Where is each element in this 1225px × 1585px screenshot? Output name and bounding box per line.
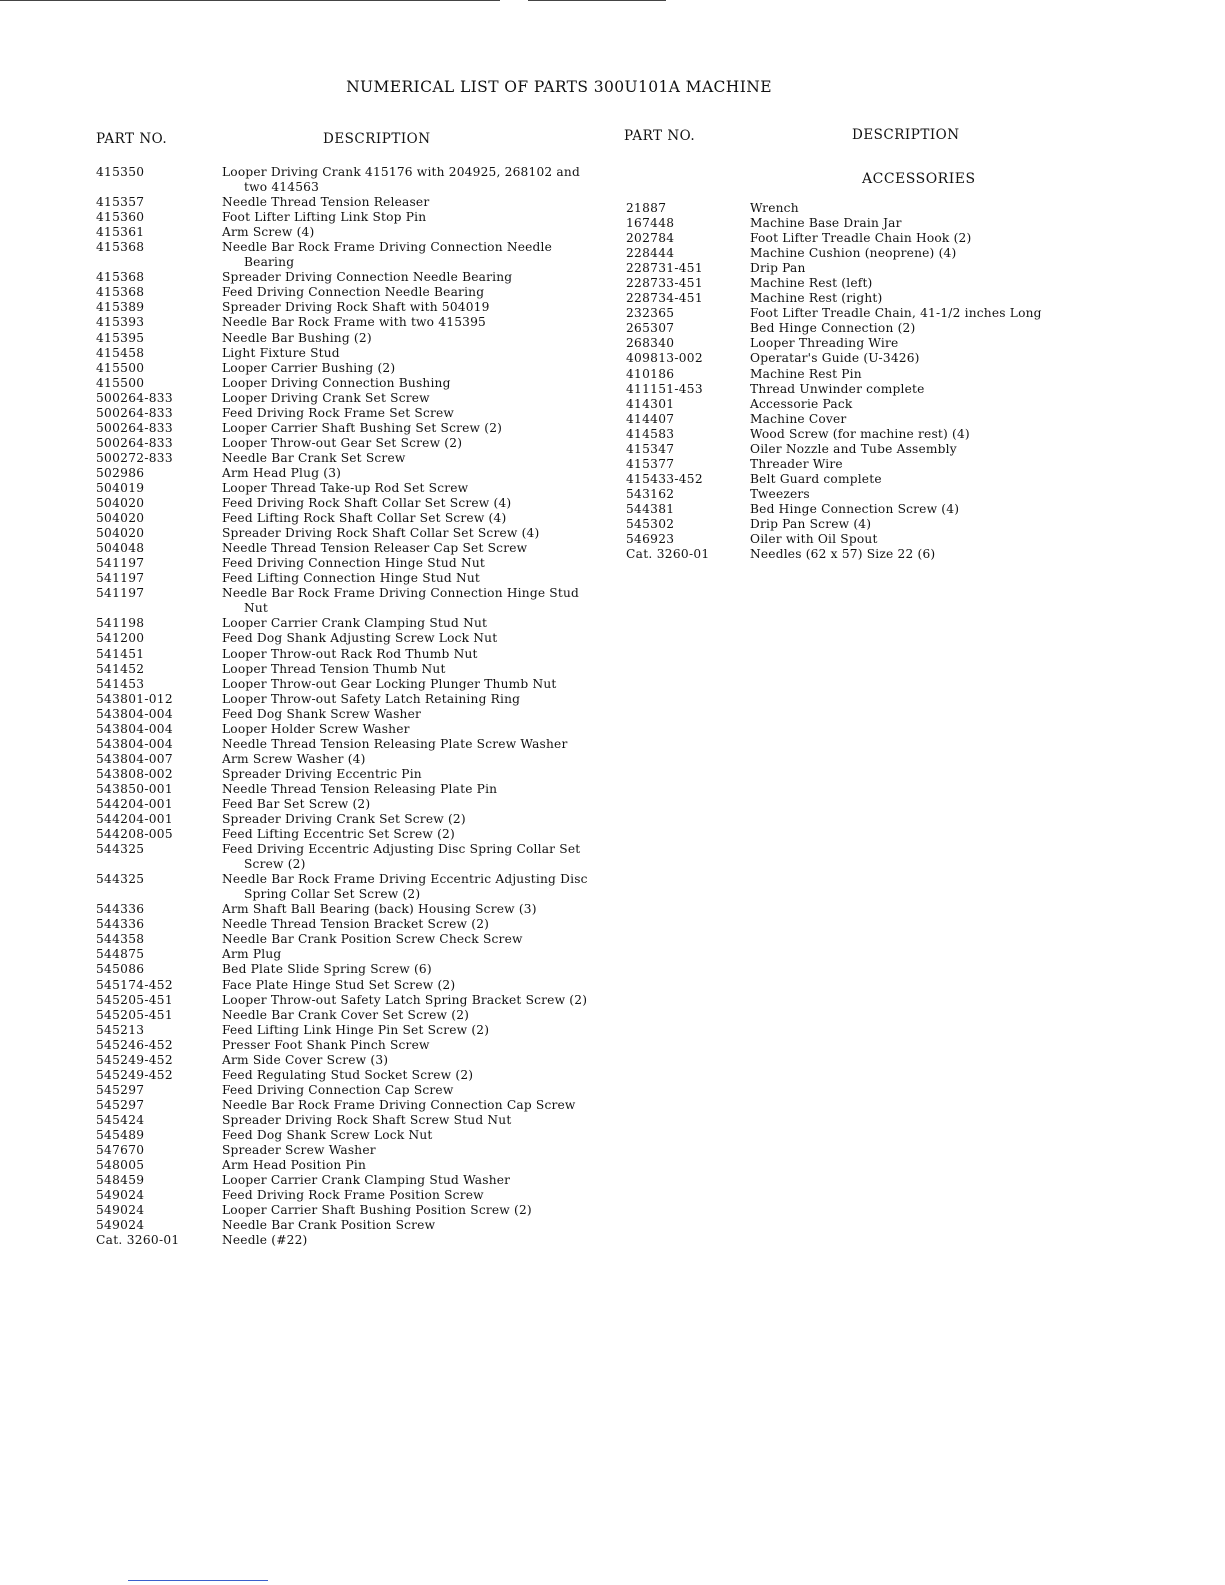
part-description: Feed Bar Set Screw (2) (222, 796, 371, 811)
part-description: Needle Thread Tension Releaser (222, 195, 430, 210)
part-number: 415500 (96, 360, 145, 375)
part-number: Cat. 3260-01 (96, 1233, 180, 1248)
part-number: 541198 (96, 616, 145, 631)
part-row (96, 722, 596, 737)
part-description: Belt Guard complete (750, 471, 882, 486)
part-number: 415360 (96, 210, 145, 225)
part-description: Looper Throw-out Gear Locking Plunger Thumb Nut (222, 676, 557, 691)
part-row (96, 526, 596, 541)
part-description: Feed Dog Shank Screw Washer (222, 706, 422, 721)
part-number: 415350 (96, 165, 145, 179)
part-number: 544204-001 (96, 796, 173, 811)
part-row (96, 1053, 596, 1068)
part-description: Bed Plate Slide Spring Screw (6) (222, 962, 432, 977)
part-description: Foot Lifter Lifting Link Stop Pin (222, 210, 427, 225)
accessory-row (626, 291, 1076, 306)
part-description: Spreader Driving Crank Set Screw (2) (222, 812, 466, 827)
part-description: Face Plate Hinge Stud Set Screw (2) (222, 977, 456, 992)
part-description: Arm Plug (222, 947, 282, 962)
part-row (96, 978, 596, 993)
part-description: Machine Cover (750, 411, 847, 426)
part-description: Looper Carrier Crank Clamping Stud Nut (222, 616, 488, 631)
part-description: Looper Throw-out Safety Latch Retaining Ring (222, 691, 521, 706)
part-row (96, 361, 596, 376)
part-row (96, 1173, 596, 1188)
part-description: Spreader Driving Connection Needle Bearing (222, 270, 513, 285)
accessory-row (626, 457, 1076, 472)
part-description: Spreader Driving Rock Shaft Collar Set Screw (4) (222, 526, 540, 541)
part-row (96, 737, 596, 752)
part-description: Looper Threading Wire (750, 336, 899, 351)
part-number: 415500 (96, 375, 145, 390)
accessory-row (626, 427, 1076, 442)
part-description: Machine Rest Pin (750, 366, 862, 381)
part-number: 228731-451 (626, 261, 703, 276)
right-partno-header: PART NO. (624, 128, 696, 144)
part-description: Wrench (750, 201, 799, 215)
part-number: 545213 (96, 1022, 145, 1037)
part-description: Needle Bar Rock Frame Driving Connection Cap Screw (222, 1097, 576, 1112)
part-description: Threader Wire (750, 456, 843, 471)
part-row (96, 842, 596, 872)
part-description: Needle Bar Crank Position Screw Check Screw (222, 932, 523, 947)
part-number: 543804-004 (96, 736, 173, 751)
part-number: 409813-002 (626, 351, 703, 366)
part-row (96, 571, 596, 586)
part-row (96, 1113, 596, 1128)
part-description: Needle Bar Rock Frame Driving Connection Hinge Stud Nut (222, 586, 580, 616)
part-row (96, 932, 596, 947)
part-row (96, 707, 596, 722)
part-row (96, 541, 596, 556)
part-row (96, 1233, 596, 1248)
part-description: Machine Cushion (neoprene) (4) (750, 246, 957, 261)
part-row (96, 331, 596, 346)
part-number: 543804-007 (96, 751, 173, 766)
part-row (96, 616, 596, 631)
part-description: Needle Bar Rock Frame Driving Eccentric Adjusting Disc Spring Collar Set Screw (2) (222, 872, 588, 902)
part-row (96, 240, 596, 270)
part-description: Feed Lifting Rock Shaft Collar Set Screw (4) (222, 511, 507, 526)
part-row (96, 1188, 596, 1203)
accessory-row (626, 321, 1076, 336)
part-description: Arm Head Position Pin (222, 1158, 367, 1173)
part-number: 544325 (96, 842, 145, 857)
part-number: 500264-833 (96, 420, 173, 435)
part-description: Arm Side Cover Screw (3) (222, 1052, 389, 1067)
accessory-row (626, 382, 1076, 397)
part-description: Foot Lifter Treadle Chain, 41-1/2 inches Long (750, 306, 1042, 321)
part-number: 504020 (96, 511, 145, 526)
part-number: 544208-005 (96, 827, 173, 842)
part-description: Arm Screw Washer (4) (222, 751, 366, 766)
part-description: Bed Hinge Connection Screw (4) (750, 501, 960, 516)
part-number: 544336 (96, 917, 145, 932)
part-row (96, 270, 596, 285)
accessory-row (626, 472, 1076, 487)
accessory-row (626, 397, 1076, 412)
part-row (96, 556, 596, 571)
part-description: Light Fixture Stud (222, 345, 340, 360)
part-row (96, 1143, 596, 1158)
part-description: Arm Head Plug (3) (222, 465, 342, 480)
part-description: Looper Carrier Shaft Bushing Set Screw (2) (222, 420, 503, 435)
part-row (96, 692, 596, 707)
part-description: Needle (#22) (222, 1233, 308, 1248)
part-description: Spreader Driving Rock Shaft Screw Stud Nut (222, 1112, 512, 1127)
part-number: 545302 (626, 516, 675, 531)
part-number: 415389 (96, 300, 145, 315)
accessory-row (626, 336, 1076, 351)
part-row (96, 210, 596, 225)
part-row (96, 1098, 596, 1113)
accessory-row (626, 246, 1076, 261)
part-description: Needle Bar Crank Cover Set Screw (2) (222, 1007, 470, 1022)
accessory-row (626, 547, 1076, 562)
part-number: 541197 (96, 586, 145, 601)
part-description: Spreader Driving Rock Shaft with 504019 (222, 300, 490, 315)
part-number: 500264-833 (96, 435, 173, 450)
part-number: Cat. 3260-01 (626, 547, 710, 562)
part-number: 544381 (626, 501, 675, 516)
part-number: 541451 (96, 646, 145, 661)
accessory-row (626, 276, 1076, 291)
part-number: 545297 (96, 1097, 145, 1112)
part-row (96, 752, 596, 767)
part-description: Oiler with Oil Spout (750, 532, 878, 547)
part-row (96, 315, 596, 330)
part-description: Feed Driving Rock Frame Set Screw (222, 405, 455, 420)
part-row (96, 346, 596, 361)
part-row (96, 782, 596, 797)
part-number: 232365 (626, 306, 675, 321)
part-description: Looper Driving Connection Bushing (222, 375, 451, 390)
part-number: 415368 (96, 285, 145, 300)
part-description: Needle Thread Tension Bracket Screw (2) (222, 917, 490, 932)
part-description: Tweezers (750, 486, 810, 501)
part-row (96, 1083, 596, 1098)
part-description: Needle Bar Bushing (2) (222, 330, 372, 345)
part-row (96, 511, 596, 526)
part-description: Needle Bar Rock Frame with two 415395 (222, 315, 487, 330)
part-description: Foot Lifter Treadle Chain Hook (2) (750, 231, 972, 246)
part-number: 504019 (96, 480, 145, 495)
part-row (96, 451, 596, 466)
right-description-header: DESCRIPTION (852, 127, 960, 143)
part-number: 411151-453 (626, 381, 703, 396)
part-description: Arm Screw (4) (222, 225, 315, 240)
part-number: 541197 (96, 571, 145, 586)
part-row (96, 165, 596, 195)
part-description: Drip Pan (750, 261, 806, 276)
left-partno-header: PART NO. (96, 131, 168, 147)
part-number: 228444 (626, 246, 675, 261)
part-description: Feed Lifting Link Hinge Pin Set Screw (2) (222, 1022, 490, 1037)
part-description: Needles (62 x 57) Size 22 (6) (750, 547, 936, 562)
part-description: Looper Throw-out Safety Latch Spring Bracket Screw (2) (222, 992, 588, 1007)
part-description: Looper Carrier Crank Clamping Stud Washer (222, 1173, 511, 1188)
part-number: 543804-004 (96, 721, 173, 736)
scan-edge-line (528, 0, 666, 1)
part-description: Looper Thread Tension Thumb Nut (222, 661, 446, 676)
page-title: NUMERICAL LIST OF PARTS 300U101A MACHINE (346, 78, 772, 96)
part-row (96, 902, 596, 917)
part-description: Needle Thread Tension Releasing Plate Screw Washer (222, 736, 568, 751)
part-number: 548005 (96, 1158, 145, 1173)
part-description: Needle Bar Crank Position Screw (222, 1218, 436, 1233)
part-description: Wood Screw (for machine rest) (4) (750, 426, 970, 441)
part-number: 415377 (626, 456, 675, 471)
part-number: 547670 (96, 1143, 145, 1158)
accessory-row (626, 351, 1076, 366)
accessories-heading: ACCESSORIES (862, 171, 976, 187)
part-number: 544358 (96, 932, 145, 947)
accessory-row (626, 201, 1076, 216)
part-number: 415458 (96, 345, 145, 360)
part-row (96, 662, 596, 677)
part-row (96, 481, 596, 496)
part-number: 410186 (626, 366, 675, 381)
part-description: Presser Foot Shank Pinch Screw (222, 1037, 430, 1052)
part-number: 504020 (96, 496, 145, 511)
part-row (96, 421, 596, 436)
accessory-row (626, 517, 1076, 532)
part-description: Needle Thread Tension Releasing Plate Pin (222, 781, 498, 796)
accessory-row (626, 261, 1076, 276)
part-row (96, 285, 596, 300)
part-number: 549024 (96, 1218, 145, 1233)
part-description: Spreader Driving Eccentric Pin (222, 766, 422, 781)
part-row (96, 225, 596, 240)
part-number: 543804-004 (96, 706, 173, 721)
part-number: 502986 (96, 465, 145, 480)
part-number: 415361 (96, 225, 145, 240)
part-description: Looper Throw-out Rack Rod Thumb Nut (222, 646, 478, 661)
part-row (96, 827, 596, 842)
part-number: 504020 (96, 526, 145, 541)
part-number: 541452 (96, 661, 145, 676)
accessory-row (626, 442, 1076, 457)
part-number: 543162 (626, 486, 675, 501)
part-number: 544204-001 (96, 812, 173, 827)
part-row (96, 872, 596, 902)
part-description: Operatar's Guide (U-3426) (750, 351, 920, 366)
part-description: Accessorie Pack (750, 396, 853, 411)
part-row (96, 496, 596, 511)
part-number: 541200 (96, 631, 145, 646)
part-row (96, 993, 596, 1008)
part-row (96, 767, 596, 782)
part-row (96, 647, 596, 662)
part-number: 545174-452 (96, 977, 173, 992)
part-number: 414583 (626, 426, 675, 441)
part-row (96, 812, 596, 827)
part-number: 265307 (626, 321, 675, 336)
part-number: 544325 (96, 872, 145, 887)
part-row (96, 677, 596, 692)
part-description: Needle Bar Crank Set Screw (222, 450, 406, 465)
part-number: 545086 (96, 962, 145, 977)
part-description: Feed Lifting Eccentric Set Screw (2) (222, 827, 455, 842)
part-number: 545246-452 (96, 1037, 173, 1052)
parts-list (96, 165, 596, 1248)
part-number: 543801-012 (96, 691, 173, 706)
part-row (96, 1008, 596, 1023)
part-description: Feed Regulating Stud Socket Screw (2) (222, 1067, 474, 1082)
part-number: 415433-452 (626, 471, 703, 486)
part-number: 415347 (626, 441, 675, 456)
part-number: 167448 (626, 216, 675, 231)
part-description: Looper Holder Screw Washer (222, 721, 410, 736)
accessory-row (626, 216, 1076, 231)
part-number: 543808-002 (96, 766, 173, 781)
part-number: 545424 (96, 1112, 145, 1127)
part-row (96, 1068, 596, 1083)
part-description: Thread Unwinder complete (750, 381, 925, 396)
part-description: Needle Thread Tension Releaser Cap Set Screw (222, 541, 528, 556)
part-number: 268340 (626, 336, 675, 351)
part-row (96, 376, 596, 391)
part-number: 548459 (96, 1173, 145, 1188)
part-row (96, 391, 596, 406)
part-description: Drip Pan Screw (4) (750, 516, 872, 531)
part-number: 546923 (626, 532, 675, 547)
part-description: Spreader Screw Washer (222, 1143, 376, 1158)
accessory-row (626, 306, 1076, 321)
part-number: 500264-833 (96, 390, 173, 405)
part-number: 549024 (96, 1203, 145, 1218)
scan-edge-line (0, 0, 500, 1)
part-number: 541197 (96, 556, 145, 571)
part-description: Feed Driving Rock Shaft Collar Set Screw (4) (222, 496, 512, 511)
part-row (96, 406, 596, 421)
part-number: 228733-451 (626, 276, 703, 291)
part-row (96, 466, 596, 481)
part-description: Looper Thread Take-up Rod Set Screw (222, 480, 469, 495)
part-description: Arm Shaft Ball Bearing (back) Housing Screw (3) (222, 902, 537, 917)
part-row (96, 962, 596, 977)
part-number: 504048 (96, 541, 145, 556)
part-row (96, 1218, 596, 1233)
part-number: 545297 (96, 1082, 145, 1097)
part-row (96, 917, 596, 932)
accessory-row (626, 487, 1076, 502)
part-number: 545249-452 (96, 1052, 173, 1067)
part-description: Needle Bar Rock Frame Driving Connection Needle Bearing (222, 240, 553, 270)
accessories-list (626, 201, 1076, 562)
part-number: 415368 (96, 270, 145, 285)
part-row (96, 1128, 596, 1143)
part-description: Feed Lifting Connection Hinge Stud Nut (222, 571, 481, 586)
part-row (96, 1203, 596, 1218)
part-description: Feed Dog Shank Screw Lock Nut (222, 1128, 433, 1142)
part-number: 415357 (96, 195, 145, 210)
part-row (96, 631, 596, 646)
part-number: 549024 (96, 1188, 145, 1203)
part-number: 228734-451 (626, 291, 703, 306)
part-row (96, 195, 596, 210)
part-description: Looper Carrier Bushing (2) (222, 360, 396, 375)
part-number: 415368 (96, 240, 145, 255)
part-number: 545489 (96, 1128, 145, 1142)
part-number: 541453 (96, 676, 145, 691)
part-number: 21887 (626, 201, 667, 215)
part-number: 544875 (96, 947, 145, 962)
part-description: Bed Hinge Connection (2) (750, 321, 916, 336)
accessory-row (626, 412, 1076, 427)
part-number: 414301 (626, 396, 675, 411)
part-row (96, 1023, 596, 1038)
part-description: Feed Driving Eccentric Adjusting Disc Spring Collar Set Screw (2) (222, 842, 581, 872)
scan-edge-line (128, 1580, 268, 1581)
part-number: 545249-452 (96, 1067, 173, 1082)
part-number: 545205-451 (96, 992, 173, 1007)
part-row (96, 1158, 596, 1173)
part-number: 202784 (626, 231, 675, 246)
part-row (96, 947, 596, 962)
part-description: Machine Base Drain Jar (750, 216, 902, 231)
left-description-header: DESCRIPTION (323, 131, 431, 147)
part-number: 545205-451 (96, 1007, 173, 1022)
part-number: 415395 (96, 330, 145, 345)
accessory-row (626, 367, 1076, 382)
part-description: Looper Driving Crank 415176 with 204925, 268102 and two 414563 (222, 165, 580, 195)
part-description: Feed Driving Connection Cap Screw (222, 1082, 454, 1097)
part-number: 500272-833 (96, 450, 173, 465)
accessory-row (626, 231, 1076, 246)
part-row (96, 1038, 596, 1053)
part-row (96, 436, 596, 451)
accessory-row (626, 502, 1076, 517)
part-description: Looper Throw-out Gear Set Screw (2) (222, 435, 463, 450)
part-number: 500264-833 (96, 405, 173, 420)
part-number: 415393 (96, 315, 145, 330)
accessory-row (626, 532, 1076, 547)
part-description: Feed Driving Connection Needle Bearing (222, 285, 485, 300)
part-row (96, 586, 596, 616)
part-description: Feed Driving Rock Frame Position Screw (222, 1188, 484, 1203)
part-description: Machine Rest (right) (750, 291, 883, 306)
part-description: Looper Driving Crank Set Screw (222, 390, 430, 405)
part-number: 543850-001 (96, 781, 173, 796)
part-description: Feed Driving Connection Hinge Stud Nut (222, 556, 485, 571)
part-description: Looper Carrier Shaft Bushing Position Screw (2) (222, 1203, 532, 1218)
part-row (96, 300, 596, 315)
part-description: Oiler Nozzle and Tube Assembly (750, 441, 957, 456)
part-description: Machine Rest (left) (750, 276, 873, 291)
part-description: Feed Dog Shank Adjusting Screw Lock Nut (222, 631, 498, 646)
part-number: 544336 (96, 902, 145, 917)
part-number: 414407 (626, 411, 675, 426)
part-row (96, 797, 596, 812)
